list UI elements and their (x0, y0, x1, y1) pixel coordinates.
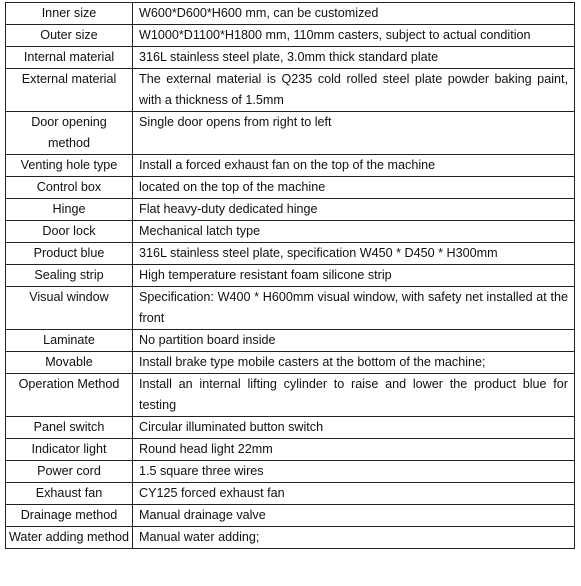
table-row (6, 112, 575, 155)
spec-value: Single door opens from right to left (133, 112, 575, 155)
spec-value: 1.5 square three wires (133, 461, 575, 483)
spec-label: Exhaust fan (6, 483, 133, 505)
table-row (6, 265, 575, 287)
spec-label: Movable (6, 352, 133, 374)
specification-table-body (6, 3, 575, 549)
spec-label: Power cord (6, 461, 133, 483)
specification-table (5, 2, 575, 549)
spec-label: Door opening method (6, 112, 133, 155)
spec-label: Operation Method (6, 374, 133, 417)
spec-label: Indicator light (6, 439, 133, 461)
table-row (6, 287, 575, 330)
table-row (6, 25, 575, 47)
table-row (6, 483, 575, 505)
spec-label: Water adding method (6, 527, 133, 549)
table-row (6, 374, 575, 417)
spec-label: Product blue (6, 243, 133, 265)
spec-value: The external material is Q235 cold rolled steel plate powder baking paint, with a thickness of 1.5mm (133, 69, 575, 112)
spec-label: Sealing strip (6, 265, 133, 287)
spec-value: Flat heavy-duty dedicated hinge (133, 199, 575, 221)
spec-value: Round head light 22mm (133, 439, 575, 461)
spec-label: Door lock (6, 221, 133, 243)
spec-label: Panel switch (6, 417, 133, 439)
spec-value: Manual drainage valve (133, 505, 575, 527)
spec-value: High temperature resistant foam silicone strip (133, 265, 575, 287)
table-row (6, 3, 575, 25)
table-row (6, 461, 575, 483)
spec-value: 316L stainless steel plate, 3.0mm thick standard plate (133, 47, 575, 69)
spec-value: Mechanical latch type (133, 221, 575, 243)
table-row (6, 69, 575, 112)
table-row (6, 221, 575, 243)
spec-value: Manual water adding; (133, 527, 575, 549)
table-row (6, 330, 575, 352)
spec-value: Install a forced exhaust fan on the top of the machine (133, 155, 575, 177)
table-row (6, 527, 575, 549)
spec-label: Laminate (6, 330, 133, 352)
spec-value: CY125 forced exhaust fan (133, 483, 575, 505)
table-row (6, 439, 575, 461)
spec-value: Install brake type mobile casters at the bottom of the machine; (133, 352, 575, 374)
spec-label: Visual window (6, 287, 133, 330)
spec-label: Control box (6, 177, 133, 199)
table-row (6, 352, 575, 374)
spec-label: Inner size (6, 3, 133, 25)
table-row (6, 417, 575, 439)
table-row (6, 505, 575, 527)
spec-label: Outer size (6, 25, 133, 47)
table-row (6, 155, 575, 177)
table-row (6, 47, 575, 69)
spec-value: No partition board inside (133, 330, 575, 352)
spec-value: Circular illuminated button switch (133, 417, 575, 439)
spec-label: Drainage method (6, 505, 133, 527)
table-row (6, 243, 575, 265)
spec-value: located on the top of the machine (133, 177, 575, 199)
table-row (6, 177, 575, 199)
spec-value: 316L stainless steel plate, specification W450 * D450 * H300mm (133, 243, 575, 265)
table-row (6, 199, 575, 221)
spec-label: External material (6, 69, 133, 112)
spec-label: Venting hole type (6, 155, 133, 177)
spec-label: Hinge (6, 199, 133, 221)
spec-value: Install an internal lifting cylinder to raise and lower the product blue for testing (133, 374, 575, 417)
spec-value: W1000*D1100*H1800 mm, 110mm casters, subject to actual condition (133, 25, 575, 47)
spec-value: W600*D600*H600 mm, can be customized (133, 3, 575, 25)
spec-label: Internal material (6, 47, 133, 69)
spec-value: Specification: W400 * H600mm visual window, with safety net installed at the front (133, 287, 575, 330)
